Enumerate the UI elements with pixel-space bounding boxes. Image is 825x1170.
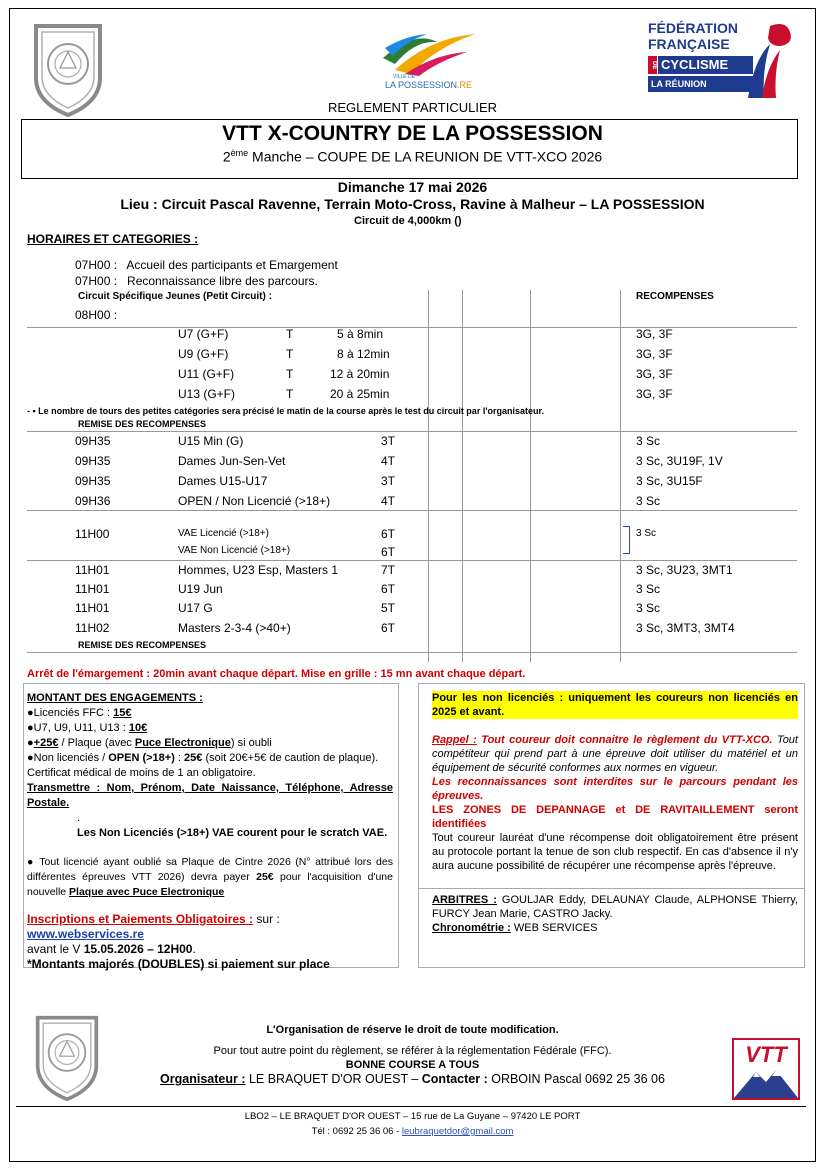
bonne-course: BONNE COURSE A TOUS <box>345 1059 480 1071</box>
youth-dur: 20 à 25min <box>330 387 390 401</box>
vtt-logo <box>732 1038 800 1100</box>
race-time: 09H36 <box>75 494 111 508</box>
race-time: 11H02 <box>75 621 110 635</box>
race-laps: 3T <box>381 474 396 488</box>
org-reserve: L'Organisation de réserve le droit de toute modification. <box>266 1024 559 1036</box>
youth-dur: 8 à 12min <box>337 347 390 361</box>
grid-line <box>27 652 797 653</box>
youth-dur: 12 à 20min <box>330 367 390 381</box>
vtt-logo-text: VTT <box>745 1042 787 1067</box>
race-laps: 6T <box>381 621 396 635</box>
footer-rule <box>16 1106 806 1107</box>
fee-line-2: ●U7, U9, U11, U13 : 10€ <box>27 722 148 734</box>
youth-t: T <box>286 347 294 361</box>
remise-2: REMISE DES RECOMPENSES <box>78 640 207 650</box>
event-location: Lieu : Circuit Pascal Ravenne, Terrain Moto-Cross, Ravine à Malheur – LA POSSESSION <box>120 196 705 212</box>
la-possession-logo <box>375 28 485 98</box>
arbitres: ARBITRES : GOULJAR Eddy, DELAUNAY Claude, ALPHONSE Thierry, FURCY Jean Marie, CASTRO Jacky. <box>432 894 798 920</box>
grid-line <box>27 510 797 511</box>
vae-cat: VAE Licencié (>18+) <box>178 528 269 539</box>
reglement-label: REGLEMENT PARTICULIER <box>327 100 498 115</box>
race-cat: Masters 2-3-4 (>40+) <box>178 621 291 635</box>
email-link[interactable]: leubraquetdor@gmail.com <box>401 1126 514 1137</box>
youth-t: T <box>286 327 294 341</box>
race-cat: OPEN / Non Licencié (>18+) <box>178 494 331 508</box>
race-rew: 3 Sc, 3U19F, 1V <box>636 454 723 468</box>
race-laps: 4T <box>381 454 396 468</box>
youth-heading: Circuit Spécifique Jeunes (Petit Circuit) : <box>78 291 272 302</box>
race-time: 09H35 <box>75 474 111 488</box>
chronometrie: Chronométrie : WEB SERVICES <box>432 922 598 934</box>
youth-cat: U11 (G+F) <box>178 367 235 381</box>
race-rew: 3 Sc <box>636 601 661 615</box>
vae-note: Les Non Licenciés (>18+) VAE courent pour le scratch VAE. <box>77 827 388 839</box>
race-rew: 3 Sc, 3U15F <box>636 474 703 488</box>
rappel-note: Rappel : Tout coureur doit connaitre le règlement du VTT-XCO. Tout compétiteur qui prend part à une épreuve doit utiliser du matériel et un équipement de sécurité conformes aux normes en vigueur. <box>432 734 798 774</box>
reglement-ffc: Pour tout autre point du règlement, se référer à la réglementation Fédérale (FFC). <box>213 1045 612 1057</box>
non-licencies-note: Pour les non licenciés : uniquement les coureurs non licenciés en 2025 et avant. <box>432 692 798 718</box>
race-time: 11H01 <box>75 582 110 596</box>
ffc-de: DE <box>648 56 657 74</box>
race-time: 11H01 <box>75 601 110 615</box>
right-column <box>432 691 798 873</box>
left-column <box>27 691 393 972</box>
grid-line <box>462 290 463 662</box>
race-rew: 3 Sc <box>636 434 661 448</box>
race-laps: 3T <box>381 434 396 448</box>
footer-address: LBO2 – LE BRAQUET D'OR OUEST – 15 rue de La Guyane – 97420 LE PORT <box>244 1111 581 1122</box>
grid-line <box>530 290 531 662</box>
page-subtitle: 2ème Manche – COUPE DE LA REUNION DE VTT-XCO 2026 <box>222 148 603 165</box>
vae-cat: VAE Non Licencié (>18+) <box>178 545 291 556</box>
ffc-logo <box>648 20 794 102</box>
fee-line-5: Certificat médical de moins de 1 an obligatoire. <box>27 767 256 779</box>
vae-rew: 3 Sc <box>636 528 657 539</box>
transmettre: Transmettre : Nom, Prénom, Date Naissance, Téléphone, Adresse Postale. <box>27 782 393 809</box>
youth-rew: 3G, 3F <box>636 387 673 401</box>
arret-note: Arrêt de l'émargement : 20min avant chaque départ. Mise en grille : 15 mn avant chaque départ. <box>27 668 526 680</box>
dot: . <box>77 812 81 824</box>
race-rew: 3 Sc, 3U23, 3MT1 <box>636 563 733 577</box>
majores-note: *Montants majorés (DOUBLES) si paiement sur place <box>27 957 330 971</box>
vae-laps: 6T <box>381 527 396 541</box>
race-time: 09H35 <box>75 434 111 448</box>
youth-note: - • Le nombre de tours des petites catégories sera précisé le matin de la course après le test du circuit par l'organisateur. <box>27 406 544 416</box>
avant-date: avant le V 15.05.2026 – 12H00. <box>27 942 196 956</box>
circuit-length: Circuit de 4,000km () <box>354 215 462 227</box>
pre-row-1: 07H00 : Accueil des participants et Emargement <box>75 258 338 272</box>
race-cat: U17 G <box>178 601 213 615</box>
youth-rew: 3G, 3F <box>636 367 673 381</box>
youth-dur: 5 à 8min <box>337 327 384 341</box>
youth-time: 08H00 : <box>75 308 118 322</box>
schedule-heading: HORAIRES ET CATEGORIES : <box>27 232 199 246</box>
ffc-line3: CYCLISME <box>658 56 753 74</box>
ffc-line1: FÉDÉRATION <box>648 20 738 36</box>
event-date: Dimanche 17 mai 2026 <box>337 179 488 195</box>
race-cat: U19 Jun <box>178 582 223 596</box>
plaque-note: ● Tout licencié ayant oublié sa Plaque de Cintre 2026 (N° attribué lors des différentes épreuves VTT 2026) devra payer 25€ pour l'acquisition d'une nouvelle Plaque avec Puce Electronique <box>27 856 393 898</box>
youth-rew: 3G, 3F <box>636 347 673 361</box>
officials <box>432 893 798 935</box>
race-cat: Dames U15-U17 <box>178 474 268 488</box>
grid-line <box>27 560 797 561</box>
vae-bracket <box>623 526 630 554</box>
grid-line <box>27 431 797 432</box>
city-logo-line1: VILLE DE <box>393 74 415 80</box>
webservices-link[interactable]: www.webservices.re <box>27 927 144 941</box>
montant-heading: MONTANT DES ENGAGEMENTS : <box>27 692 203 704</box>
footer-contact: Tél : 0692 25 36 06 - leubraquetdor@gmail.com <box>311 1126 514 1137</box>
ffc-line2: FRANÇAISE <box>648 36 730 52</box>
fee-line-3: ●+25€ / Plaque (avec Puce Electronique) si oubli <box>27 737 272 749</box>
laureat-note: Tout coureur lauréat d'une récompense doit obligatoirement être présent au protocole portant la tenue de son club respectif. En cas d'absence il n'y aura aucune possibilité de récupérer une récompense après l'épreuve. <box>432 832 798 872</box>
vae-laps: 6T <box>381 545 396 559</box>
page-title: VTT X-COUNTRY DE LA POSSESSION <box>222 122 603 145</box>
race-laps: 7T <box>381 563 396 577</box>
race-cat: Dames Jun-Sen-Vet <box>178 454 286 468</box>
youth-t: T <box>286 387 294 401</box>
reco-note: Les reconnaissances sont interdites sur le parcours pendant les épreuves. <box>432 776 798 802</box>
rewards-heading: RECOMPENSES <box>636 291 714 302</box>
race-rew: 3 Sc, 3MT3, 3MT4 <box>636 621 735 635</box>
pre-row-2: 07H00 : Reconnaissance libre des parcours. <box>75 274 318 288</box>
race-cat: Hommes, U23 Esp, Masters 1 <box>178 563 339 577</box>
grid-line <box>428 290 429 662</box>
race-laps: 5T <box>381 601 396 615</box>
fee-line-1: ●Licenciés FFC : 15€ <box>27 707 132 719</box>
race-laps: 6T <box>381 582 396 596</box>
youth-t: T <box>286 367 294 381</box>
race-laps: 4T <box>381 494 396 508</box>
youth-cat: U7 (G+F) <box>178 327 229 341</box>
race-rew: 3 Sc <box>636 582 661 596</box>
youth-cat: U13 (G+F) <box>178 387 236 401</box>
race-rew: 3 Sc <box>636 494 661 508</box>
grid-line <box>27 327 797 328</box>
vae-time: 11H00 <box>75 527 110 541</box>
grid-line <box>418 888 804 889</box>
race-time: 11H01 <box>75 563 110 577</box>
organisateur: Organisateur : LE BRAQUET D'OR OUEST – Contacter : ORBOIN Pascal 0692 25 36 06 <box>160 1072 665 1086</box>
fee-line-4: ●Non licenciés / OPEN (>18+) : 25€ (soit 20€+5€ de caution de plaque). <box>27 752 379 764</box>
city-logo-line2: LA POSSESSION.RE <box>385 80 473 90</box>
youth-rew: 3G, 3F <box>636 327 673 341</box>
race-time: 09H35 <box>75 454 111 468</box>
ffc-line4: LA RÉUNION <box>648 76 756 92</box>
remise-1: REMISE DES RECOMPENSES <box>78 419 207 429</box>
zones-note: LES ZONES DE DEPANNAGE et DE RAVITAILLEMENT seront identifiées <box>432 804 798 830</box>
inscriptions: Inscriptions et Paiements Obligatoires : sur : www.webservices.re <box>27 912 280 941</box>
youth-cat: U9 (G+F) <box>178 347 229 361</box>
grid-line <box>620 290 621 662</box>
race-cat: U15 Min (G) <box>178 434 244 448</box>
